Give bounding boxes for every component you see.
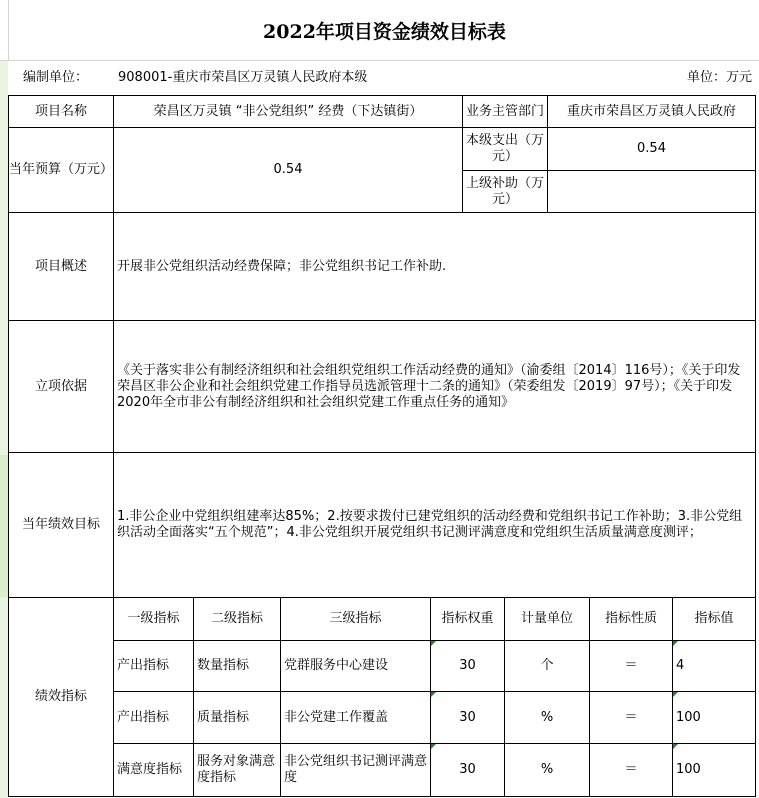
- col-header-level3: 三级指标: [280, 597, 431, 641]
- table-row-2-level3: 非公党建工作覆盖: [280, 691, 431, 744]
- dept-value: 重庆市荣昌区万灵镇人民政府: [547, 95, 756, 128]
- budget-value: 0.54: [113, 127, 463, 213]
- table-row-3-weight: 30: [430, 743, 505, 797]
- table-row-2-weight: 30: [430, 691, 505, 744]
- local-expense-value: 0.54: [547, 127, 756, 171]
- cell-marker: [673, 692, 678, 697]
- local-expense-label: 本级支出（万元）: [462, 127, 548, 171]
- project-name-label: 项目名称: [8, 95, 114, 128]
- table-row-1-level1: 产出指标: [113, 640, 194, 692]
- goal-label: 当年绩效目标: [8, 452, 114, 598]
- cell-marker: [673, 641, 678, 646]
- upper-subsidy-label: 上级补助（万元）: [462, 170, 548, 213]
- table-row-1-level3: 党群服务中心建设: [280, 640, 431, 692]
- cell-marker: [431, 692, 436, 697]
- goal-text: 1.非公企业中党组织组建率达85%；2.按要求拨付已建党组织的活动经费和党组织书记工作补助；3.非公党组织活动全面落实“五个规范”；4.非公党组织开展党组织书记测评满意度和党组织生活质量满意度测评；: [113, 452, 756, 598]
- table-row-3-value: 100: [672, 743, 756, 797]
- gridline: [0, 60, 759, 61]
- col-header-level2: 二级指标: [193, 597, 281, 641]
- col-header-level1: 一级指标: [113, 597, 194, 641]
- dept-label: 业务主管部门: [462, 95, 548, 128]
- col-header-value: 指标值: [672, 597, 756, 641]
- table-row-1-level2: 数量指标: [193, 640, 281, 692]
- table-row-3-level3: 非公党组织书记测评满意度: [280, 743, 431, 797]
- table-row-2-nature: ＝: [589, 691, 673, 744]
- table-row-3-level1: 满意度指标: [113, 743, 194, 797]
- table-row-3-unit: %: [504, 743, 590, 797]
- table-row-2-level2: 质量指标: [193, 691, 281, 744]
- col-header-unit: 计量单位: [504, 597, 590, 641]
- overview-label: 项目概述: [8, 212, 114, 321]
- overview-text: 开展非公党组织活动经费保障；非公党组织书记工作补助.: [113, 212, 756, 321]
- table-row-2-value: 100: [672, 691, 756, 744]
- row-header-strip: [0, 60, 8, 798]
- table-row-3-nature: ＝: [589, 743, 673, 797]
- row-header-highlight: [0, 455, 8, 597]
- project-name-value: 荣昌区万灵镇 “非公党组织” 经费（下达镇街）: [113, 95, 463, 128]
- unit-value: 908001-重庆市荣昌区万灵镇人民政府本级: [118, 70, 368, 85]
- cell-marker: [673, 744, 678, 749]
- upper-subsidy-value: [547, 170, 756, 213]
- table-row-1-weight: 30: [430, 640, 505, 692]
- cell-marker: [431, 641, 436, 646]
- table-row-3-level2: 服务对象满意度指标: [193, 743, 281, 797]
- table-row-1-value: 4: [672, 640, 756, 692]
- page-title: 2022年项目资金绩效目标表: [8, 0, 759, 60]
- table-row-1-unit: 个: [504, 640, 590, 692]
- table-row-2-unit: %: [504, 691, 590, 744]
- cell-marker: [431, 744, 436, 749]
- col-header-weight: 指标权重: [430, 597, 505, 641]
- indicators-label: 绩效指标: [8, 597, 114, 797]
- basis-text: 《关于落实非公有制经济组织和社会组织党组织工作活动经费的通知》（渝委组〔2014〕116号）；《关于印发荣昌区非公企业和社会组织党建工作指导员选派管理十二条的通知》（荣委组发〔2019〕97号）；《关于印发2020年全市非公有制经济组织和社会组织党建工作重点任务的通知》: [113, 320, 756, 453]
- money-unit: 单位：万元: [686, 70, 752, 85]
- unit-label: 编制单位：: [23, 70, 89, 85]
- col-header-nature: 指标性质: [589, 597, 673, 641]
- table-row-2-level1: 产出指标: [113, 691, 194, 744]
- budget-label: 当年预算（万元）: [8, 127, 114, 213]
- table-row-1-nature: ＝: [589, 640, 673, 692]
- basis-label: 立项依据: [8, 320, 114, 453]
